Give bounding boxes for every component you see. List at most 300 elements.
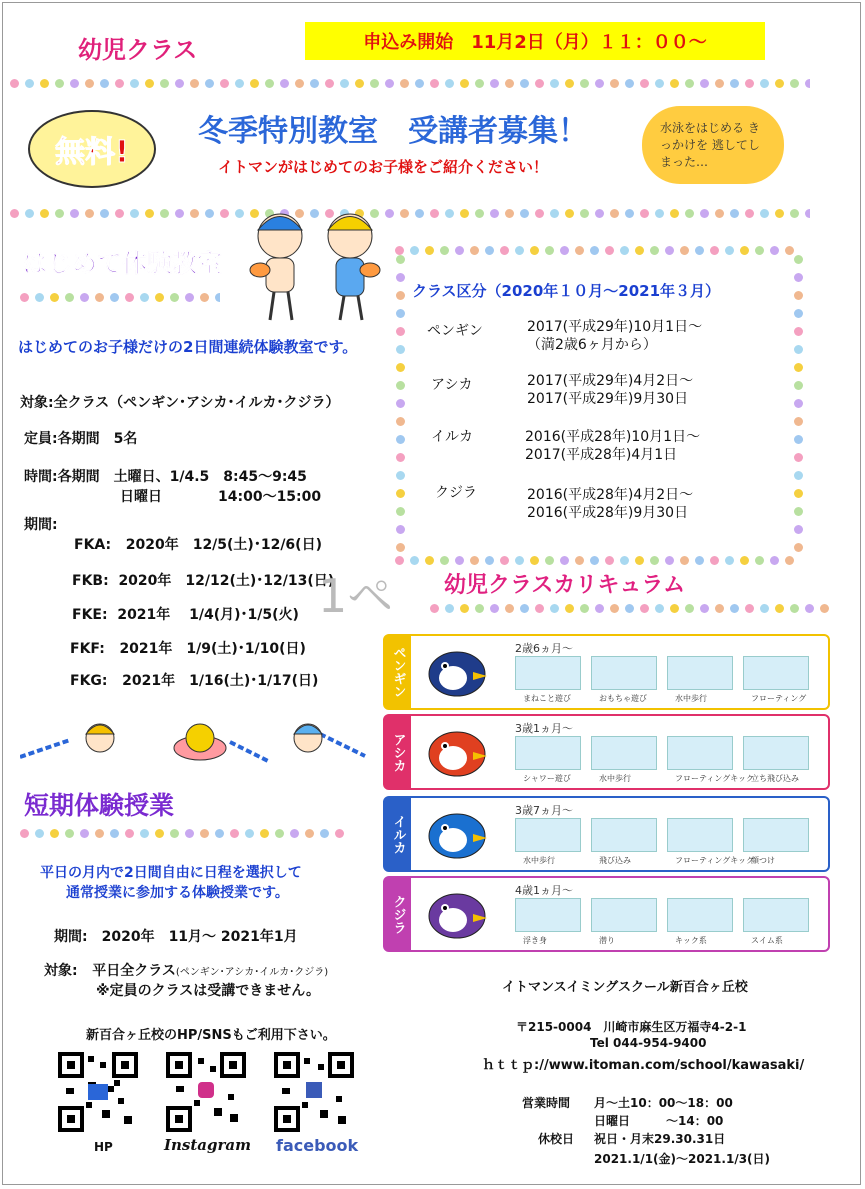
decor-dot bbox=[655, 79, 664, 88]
curriculum-photo bbox=[591, 656, 657, 690]
decor-dot bbox=[715, 604, 724, 613]
curriculum-age-dolphin: 3歳7ヵ月～ bbox=[515, 804, 573, 817]
decor-dot bbox=[396, 345, 405, 354]
decor-dot bbox=[280, 79, 289, 88]
decor-dot bbox=[170, 829, 179, 838]
decor-dot bbox=[695, 246, 704, 255]
decor-dot bbox=[635, 556, 644, 565]
trial-heading: はじめて体験教室 bbox=[22, 249, 223, 278]
decor-dot bbox=[85, 209, 94, 218]
decor-dot bbox=[250, 79, 259, 88]
instagram-label: Instagram bbox=[164, 1136, 251, 1154]
decor-dot bbox=[785, 246, 794, 255]
curriculum-activity-label: フローティングキック bbox=[675, 856, 755, 865]
decor-dot bbox=[805, 604, 814, 613]
decor-dot bbox=[25, 79, 34, 88]
decor-dot bbox=[700, 209, 709, 218]
decor-dot bbox=[640, 79, 649, 88]
curriculum-activity-label: まねこと遊び bbox=[523, 694, 571, 703]
short-heading: 短期体験授業 bbox=[24, 791, 175, 820]
decor-dot bbox=[35, 293, 44, 302]
decor-dot bbox=[680, 556, 689, 565]
decor-dot bbox=[610, 604, 619, 613]
decor-dot bbox=[205, 209, 214, 218]
decor-dot bbox=[794, 273, 803, 282]
decor-dot bbox=[794, 309, 803, 318]
hero-subtitle: イトマンがはじめてのお子様をご紹介ください！ bbox=[218, 158, 549, 176]
decor-dot bbox=[605, 246, 614, 255]
decor-dot bbox=[665, 246, 674, 255]
decor-dot bbox=[440, 556, 449, 565]
decor-dot bbox=[396, 255, 405, 264]
decor-dot bbox=[730, 209, 739, 218]
decor-dot bbox=[25, 209, 34, 218]
decor-dot bbox=[20, 293, 29, 302]
decor-dot bbox=[794, 525, 803, 534]
decor-dot bbox=[325, 79, 334, 88]
curriculum-activity-label: おもちゃ遊び bbox=[599, 694, 647, 703]
decor-dot bbox=[610, 209, 619, 218]
decor-dot bbox=[580, 604, 589, 613]
curriculum-card-sealion bbox=[383, 714, 830, 790]
penguin-mascot-icon bbox=[423, 644, 493, 700]
decor-dot bbox=[520, 79, 529, 88]
decor-dot bbox=[305, 829, 314, 838]
decor-dot bbox=[730, 79, 739, 88]
decor-dot bbox=[745, 604, 754, 613]
decor-dot bbox=[475, 209, 484, 218]
application-start-banner: 申込み開始 11月2日（月）１１：００～ bbox=[305, 22, 765, 60]
decor-dot bbox=[35, 829, 44, 838]
class-dates-sealion-2: 2017(平成29年)9月30日 bbox=[527, 391, 689, 407]
decor-dot bbox=[395, 556, 404, 565]
decor-dot bbox=[175, 79, 184, 88]
closed-line2: 2021.1/1(金)～2021.1/3(日) bbox=[594, 1152, 771, 1166]
decor-dot bbox=[520, 209, 529, 218]
decor-dot bbox=[170, 293, 179, 302]
decor-dot bbox=[760, 209, 769, 218]
decor-dot bbox=[470, 556, 479, 565]
decor-dot bbox=[396, 363, 405, 372]
decor-dot bbox=[10, 79, 19, 88]
decor-dot bbox=[200, 829, 209, 838]
curriculum-activity-label: フローティングキック bbox=[675, 774, 755, 783]
class-name-sealion: アシカ bbox=[431, 377, 473, 393]
decor-dot bbox=[395, 246, 404, 255]
decor-dot bbox=[575, 246, 584, 255]
decor-dot bbox=[265, 79, 274, 88]
decor-dot bbox=[505, 79, 514, 88]
decor-dot bbox=[640, 604, 649, 613]
class-dates-dolphin-2: 2017(平成28年)4月1日 bbox=[525, 447, 678, 463]
decor-dot bbox=[95, 829, 104, 838]
decor-dot bbox=[215, 829, 224, 838]
decor-dot bbox=[55, 209, 64, 218]
short-desc-line2: 通常授業に参加する体験授業です。 bbox=[66, 885, 289, 901]
curriculum-photo bbox=[667, 818, 733, 852]
decor-dot bbox=[115, 79, 124, 88]
decor-dot bbox=[425, 556, 434, 565]
decor-dot bbox=[740, 246, 749, 255]
decor-dot bbox=[140, 829, 149, 838]
decor-dot bbox=[140, 293, 149, 302]
decor-dot bbox=[145, 209, 154, 218]
curriculum-activity-label: シャワー遊び bbox=[523, 774, 571, 783]
curriculum-photo bbox=[743, 818, 809, 852]
decor-dot bbox=[565, 209, 574, 218]
decor-dot bbox=[396, 291, 405, 300]
decor-dot bbox=[245, 829, 254, 838]
decor-dot bbox=[400, 209, 409, 218]
decor-dot bbox=[70, 79, 79, 88]
curriculum-photo bbox=[667, 656, 733, 690]
hours-label: 営業時間 bbox=[522, 1096, 571, 1110]
decor-dot bbox=[130, 79, 139, 88]
curriculum-activity-label: 浮き身 bbox=[523, 936, 547, 945]
decor-dot bbox=[794, 543, 803, 552]
trial-time-line1: 時間:各期間 土曜日、1/4.5 8:45～9:45 bbox=[24, 469, 307, 485]
class-name-dolphin: イルカ bbox=[431, 429, 473, 445]
decor-dot bbox=[590, 556, 599, 565]
decor-dot bbox=[445, 79, 454, 88]
decor-dot bbox=[425, 246, 434, 255]
decor-dot bbox=[794, 507, 803, 516]
decor-dot bbox=[794, 471, 803, 480]
curriculum-photo bbox=[743, 898, 809, 932]
decor-dot bbox=[595, 604, 604, 613]
decor-dot bbox=[505, 209, 514, 218]
decor-dot bbox=[396, 453, 405, 462]
decor-dot bbox=[755, 556, 764, 565]
curriculum-activity-label: 水中歩行 bbox=[675, 694, 707, 703]
decor-dot bbox=[185, 829, 194, 838]
school-address: 〒215-0004 川崎市麻生区万福寺4-2-1 bbox=[516, 1020, 747, 1034]
decor-dot bbox=[400, 79, 409, 88]
short-desc-line1: 平日の月内で2日間自由に日程を選択して bbox=[40, 865, 302, 881]
decor-dot bbox=[545, 246, 554, 255]
decor-dot bbox=[396, 309, 405, 318]
free-badge-text: 無料! bbox=[55, 135, 129, 170]
decor-dot bbox=[396, 489, 405, 498]
decor-dot bbox=[550, 79, 559, 88]
decor-dot bbox=[430, 79, 439, 88]
decor-dot bbox=[95, 293, 104, 302]
decor-dot bbox=[415, 79, 424, 88]
instagram-qr-icon[interactable] bbox=[166, 1052, 246, 1132]
short-target: 対象: 平日全クラス(ペンギン･アシカ･イルカ･クジラ) bbox=[44, 963, 329, 979]
decor-dot bbox=[640, 209, 649, 218]
dot-border-class-left bbox=[395, 255, 407, 555]
decor-dot bbox=[575, 556, 584, 565]
decor-dot bbox=[125, 829, 134, 838]
curriculum-activity-label: 顔つけ bbox=[751, 856, 775, 865]
swimmers-illustration bbox=[20, 712, 370, 772]
facebook-qr-icon[interactable] bbox=[274, 1052, 354, 1132]
decor-dot bbox=[290, 829, 299, 838]
decor-dot bbox=[455, 246, 464, 255]
decor-dot bbox=[190, 209, 199, 218]
decor-dot bbox=[200, 293, 209, 302]
decor-dot bbox=[220, 209, 229, 218]
decor-dot bbox=[655, 604, 664, 613]
decor-dot bbox=[125, 293, 134, 302]
class-dates-penguin-1: 2017(平成29年)10月1日～ bbox=[527, 319, 703, 335]
decor-dot bbox=[80, 293, 89, 302]
decor-dot bbox=[515, 556, 524, 565]
decor-dot bbox=[670, 79, 679, 88]
decor-dot bbox=[745, 209, 754, 218]
curriculum-photo bbox=[515, 818, 581, 852]
decor-dot bbox=[635, 246, 644, 255]
decor-dot bbox=[40, 79, 49, 88]
trial-target: 対象:全クラス（ペンギン･アシカ･イルカ･クジラ） bbox=[20, 395, 340, 411]
decor-dot bbox=[396, 381, 405, 390]
curriculum-tab-whale: クジラ bbox=[385, 878, 411, 950]
decor-dot bbox=[665, 556, 674, 565]
decor-dot bbox=[535, 79, 544, 88]
decor-dot bbox=[115, 209, 124, 218]
curriculum-activity-label: スイム系 bbox=[751, 936, 783, 945]
decor-dot bbox=[685, 604, 694, 613]
period-row-fka: FKA: 2020年 12/5(土)･12/6(日) bbox=[74, 537, 322, 553]
decor-dot bbox=[535, 604, 544, 613]
dot-border-trial bbox=[20, 292, 220, 304]
decor-dot bbox=[335, 829, 344, 838]
dot-border-class-top bbox=[395, 245, 795, 257]
short-note: ※定員のクラスは受講できません。 bbox=[96, 983, 321, 999]
decor-dot bbox=[550, 209, 559, 218]
decor-dot bbox=[550, 604, 559, 613]
class-name-penguin: ペンギン bbox=[427, 323, 483, 339]
decor-dot bbox=[396, 399, 405, 408]
curriculum-photo bbox=[515, 898, 581, 932]
hero-title: 冬季特別教室 受講者募集！ bbox=[198, 114, 588, 149]
curriculum-heading: 幼児クラスカリキュラム bbox=[444, 573, 686, 598]
free-badge bbox=[28, 110, 156, 188]
decor-dot bbox=[396, 273, 405, 282]
class-heading: クラス区分（2020年１０月～2021年３月） bbox=[412, 282, 721, 300]
decor-dot bbox=[415, 209, 424, 218]
school-url[interactable]: ｈｔｔｐ://www.itoman.com/school/kawasaki/ bbox=[482, 1058, 805, 1073]
decor-dot bbox=[500, 556, 509, 565]
curriculum-age-whale: 4歳1ヵ月～ bbox=[515, 884, 573, 897]
decor-dot bbox=[410, 556, 419, 565]
decor-dot bbox=[565, 79, 574, 88]
decor-dot bbox=[595, 79, 604, 88]
closed-label: 休校日 bbox=[538, 1132, 575, 1146]
decor-dot bbox=[155, 293, 164, 302]
decor-dot bbox=[770, 556, 779, 565]
decor-dot bbox=[605, 556, 614, 565]
decor-dot bbox=[145, 79, 154, 88]
decor-dot bbox=[215, 293, 220, 302]
decor-dot bbox=[755, 246, 764, 255]
decor-dot bbox=[620, 246, 629, 255]
curriculum-card-penguin bbox=[383, 634, 830, 710]
decor-dot bbox=[445, 604, 454, 613]
trial-capacity: 定員:各期間 5名 bbox=[24, 431, 138, 447]
decor-dot bbox=[794, 417, 803, 426]
trial-time-line2: 日曜日 14:00～15:00 bbox=[120, 489, 322, 505]
decor-dot bbox=[760, 604, 769, 613]
decor-dot bbox=[740, 556, 749, 565]
curriculum-photo bbox=[743, 736, 809, 770]
decor-dot bbox=[490, 79, 499, 88]
decor-dot bbox=[190, 79, 199, 88]
decor-dot bbox=[794, 381, 803, 390]
trial-intro: はじめてのお子様だけの2日間連続体験教室です。 bbox=[18, 338, 358, 356]
decor-dot bbox=[760, 79, 769, 88]
decor-dot bbox=[794, 399, 803, 408]
decor-dot bbox=[580, 79, 589, 88]
decor-dot bbox=[535, 209, 544, 218]
decor-dot bbox=[715, 79, 724, 88]
decor-dot bbox=[65, 293, 74, 302]
decor-dot bbox=[470, 246, 479, 255]
trial-period-label: 期間: bbox=[24, 517, 58, 533]
curriculum-activity-label: 水中歩行 bbox=[523, 856, 555, 865]
decor-dot bbox=[110, 829, 119, 838]
decor-dot bbox=[794, 363, 803, 372]
decor-dot bbox=[295, 79, 304, 88]
dot-border-class-bottom bbox=[395, 555, 795, 567]
period-row-fkf: FKF: 2021年 1/9(土)･1/10(日) bbox=[70, 641, 306, 657]
curriculum-card-whale bbox=[383, 876, 830, 952]
sealion-mascot-icon bbox=[423, 724, 493, 780]
decor-dot bbox=[725, 556, 734, 565]
decor-dot bbox=[460, 209, 469, 218]
decor-dot bbox=[794, 489, 803, 498]
decor-dot bbox=[794, 291, 803, 300]
curriculum-photo bbox=[591, 736, 657, 770]
decor-dot bbox=[520, 604, 529, 613]
decor-dot bbox=[205, 79, 214, 88]
decor-dot bbox=[100, 79, 109, 88]
decor-dot bbox=[80, 829, 89, 838]
decor-dot bbox=[794, 345, 803, 354]
decor-dot bbox=[310, 79, 319, 88]
curriculum-photo bbox=[667, 898, 733, 932]
school-tel: Tel 044-954-9400 bbox=[590, 1036, 707, 1050]
decor-dot bbox=[110, 293, 119, 302]
curriculum-card-dolphin bbox=[383, 796, 830, 872]
decor-dot bbox=[160, 209, 169, 218]
decor-dot bbox=[805, 209, 810, 218]
decor-dot bbox=[385, 79, 394, 88]
decor-dot bbox=[160, 79, 169, 88]
decor-dot bbox=[725, 246, 734, 255]
dot-border-middle bbox=[10, 208, 810, 220]
decor-dot bbox=[340, 79, 349, 88]
sns-caption: 新百合ヶ丘校のHP/SNSもご利用下さい。 bbox=[86, 1028, 336, 1043]
decor-dot bbox=[794, 453, 803, 462]
curriculum-photo bbox=[743, 656, 809, 690]
decor-dot bbox=[820, 604, 829, 613]
decor-dot bbox=[790, 79, 799, 88]
decor-dot bbox=[790, 209, 799, 218]
decor-dot bbox=[65, 829, 74, 838]
decor-dot bbox=[530, 246, 539, 255]
decor-dot bbox=[715, 209, 724, 218]
curriculum-activity-label: 潜り bbox=[599, 936, 615, 945]
decor-dot bbox=[40, 209, 49, 218]
curriculum-tab-penguin: ペンギン bbox=[385, 636, 411, 708]
decor-dot bbox=[396, 507, 405, 516]
decor-dot bbox=[545, 556, 554, 565]
speech-bubble: 水泳をはじめる きっかけを 逃してしまった… bbox=[642, 106, 784, 184]
period-row-fke: FKE: 2021年 1/4(月)･1/5(火) bbox=[72, 607, 299, 623]
decor-dot bbox=[55, 79, 64, 88]
decor-dot bbox=[670, 604, 679, 613]
period-row-fkb: FKB: 2020年 12/12(土)･12/13(日) bbox=[72, 573, 335, 589]
decor-dot bbox=[785, 556, 794, 565]
decor-dot bbox=[794, 435, 803, 444]
watermark-text: 1ペ bbox=[318, 569, 394, 623]
decor-dot bbox=[396, 327, 405, 336]
decor-dot bbox=[560, 246, 569, 255]
curriculum-photo bbox=[515, 736, 581, 770]
decor-dot bbox=[410, 246, 419, 255]
decor-dot bbox=[790, 604, 799, 613]
hp-qr-icon[interactable] bbox=[58, 1052, 138, 1132]
decor-dot bbox=[220, 79, 229, 88]
decor-dot bbox=[430, 604, 439, 613]
decor-dot bbox=[20, 829, 29, 838]
decor-dot bbox=[396, 435, 405, 444]
curriculum-age-penguin: 2歳6ヵ月～ bbox=[515, 642, 573, 655]
decor-dot bbox=[775, 209, 784, 218]
decor-dot bbox=[396, 543, 405, 552]
decor-dot bbox=[610, 79, 619, 88]
decor-dot bbox=[625, 209, 634, 218]
school-name: イトマンスイミングスクール新百合ヶ丘校 bbox=[502, 980, 748, 995]
curriculum-activity-label: 立ち飛び込み bbox=[751, 774, 799, 783]
decor-dot bbox=[805, 79, 810, 88]
decor-dot bbox=[680, 246, 689, 255]
decor-dot bbox=[500, 246, 509, 255]
decor-dot bbox=[235, 79, 244, 88]
decor-dot bbox=[560, 556, 569, 565]
closed-line1: 祝日・月末29.30.31日 bbox=[594, 1132, 726, 1146]
curriculum-age-sealion: 3歳1ヵ月～ bbox=[515, 722, 573, 735]
decor-dot bbox=[770, 246, 779, 255]
decor-dot bbox=[50, 829, 59, 838]
decor-dot bbox=[590, 246, 599, 255]
decor-dot bbox=[650, 556, 659, 565]
class-list bbox=[425, 318, 785, 538]
decor-dot bbox=[485, 246, 494, 255]
decor-dot bbox=[130, 209, 139, 218]
decor-dot bbox=[260, 829, 269, 838]
decor-dot bbox=[185, 293, 194, 302]
decor-dot bbox=[685, 79, 694, 88]
decor-dot bbox=[485, 556, 494, 565]
decor-dot bbox=[625, 79, 634, 88]
decor-dot bbox=[505, 604, 514, 613]
decor-dot bbox=[580, 209, 589, 218]
decor-dot bbox=[625, 604, 634, 613]
curriculum-photo bbox=[667, 736, 733, 770]
decor-dot bbox=[396, 417, 405, 426]
decor-dot bbox=[745, 79, 754, 88]
decor-dot bbox=[100, 209, 109, 218]
curriculum-tab-sealion: アシカ bbox=[385, 716, 411, 788]
decor-dot bbox=[460, 79, 469, 88]
decor-dot bbox=[710, 556, 719, 565]
class-dates-sealion-1: 2017(平成29年)4月2日～ bbox=[527, 373, 694, 389]
decor-dot bbox=[10, 209, 19, 218]
decor-dot bbox=[490, 209, 499, 218]
